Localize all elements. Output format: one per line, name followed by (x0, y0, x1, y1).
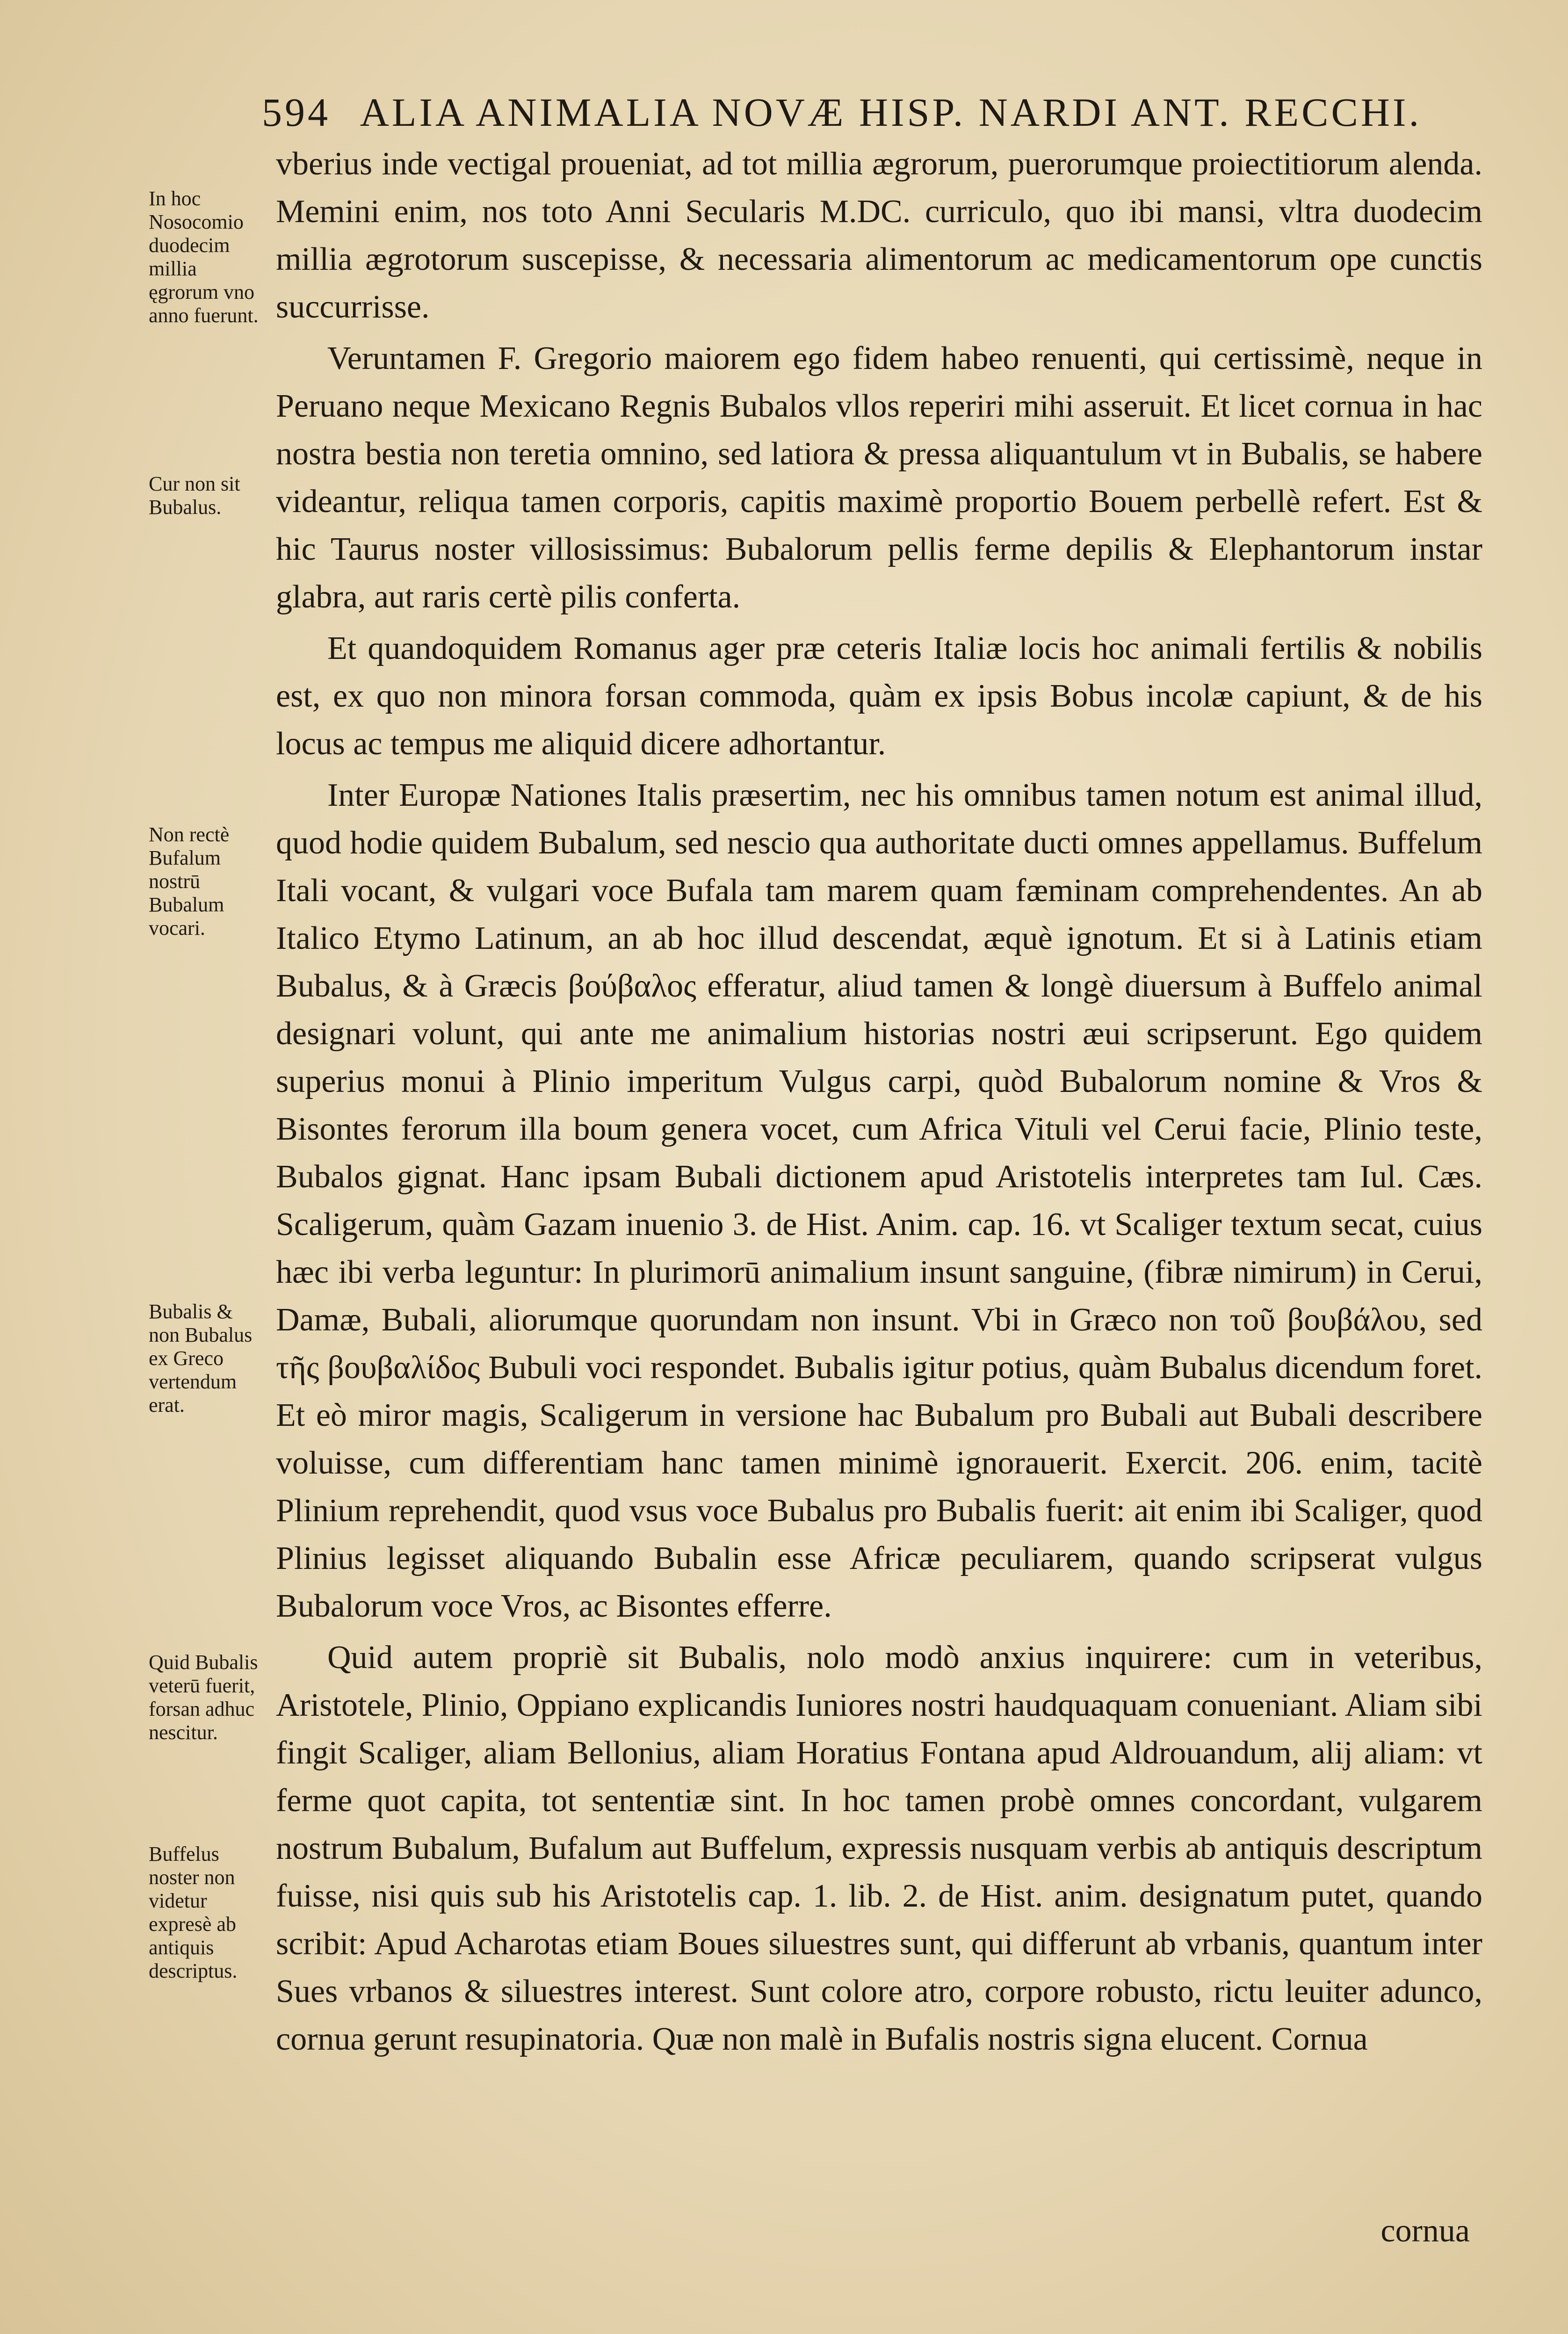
margin-note-3: Non rectè Bufalum nostrū Bubalum vocari. (149, 823, 230, 939)
margin-note-5: Quid Bubalis veterū fuerit, forsan adhuc nescitur. (149, 1651, 258, 1744)
margin-note-1: In hoc Nosocomio duodecim millia ęgrorum vno anno fuerunt. (149, 187, 259, 327)
paragraph-3: Et quandoquidem Romanus ager præ ceteris Italiæ locis hoc animali fertilis & nobilis est, ex quo non minora forsan commoda, quàm ex ipsis Bobus incolæ capiunt, & de his locus ac tempus me aliquid dicere adhortantur. (276, 630, 1482, 762)
margin-note-2: Cur non sit Bubalus. (149, 472, 240, 519)
page-number: 594 (262, 90, 331, 135)
paragraph-4: Inter Europæ Nationes Italis præsertim, nec his omnibus tamen notum est animal illud, quod hodie quidem Bubalum, sed nescio qua authoritate ducti omnes appellamus. Buffelum Itali vocant, & vulgari voce Bufala tam marem quam fæminam comprehendentes. An ab Italico Etymo Latinum, an ab hoc illud descendat, æquè ignotum. Et si à Latinis etiam Bubalus, & à Græcis βούβαλος efferatur, aliud tamen & longè diuersum à Buffelo animal designari volunt, qui ante me animalium historias nostri æui scripserunt. Ego quidem superius monui à Plinio imperitum Vulgus carpi, quòd Bubalorum nomine & Vros & Bisontes ferorum illa boum genera vocet, cum Africa Vituli vel Cerui facie, Plinio teste, Bubalos gignat. Hanc ipsam Bubali dictionem apud Aristotelis interpretes tam Iul. Cæs. Scaligerum, quàm Gazam inuenio 3. de Hist. Anim. cap. 16. vt Scaliger textum secat, cuius hæc ibi verba leguntur: In plurimorū animalium insunt sanguine, (fibræ nimirum) in Cerui, Damæ, Bubali, aliorumque quorundam non insunt. Vbi in Græco non τοῦ βουβάλου, sed τῆς βουβαλίδος Bubuli voci respondet. Bubalis igitur potius, quàm Bubalus dicendum foret. Et eò miror magis, Scaligerum in versione hac Bubalum pro Bubali aut Bubali describere voluisse, cum differentiam hanc tamen minimè ignorauerit. Exercit. 206. enim, tacitè Plinium reprehendit, quod vsus voce Bubalus pro Bubalis fuerit: ait enim ibi Scaliger, quod Plinius legisset aliquando Bubalin esse Africæ peculiarem, quando scripserat vulgus Bubalorum voce Vros, ac Bisontes efferre. (276, 777, 1482, 1624)
paragraph-2: Veruntamen F. Gregorio maiorem ego fidem habeo renuenti, qui certissimè, neque in Peruano neque Mexicano Regnis Bubalos vllos reperiri mihi asseruit. Et licet cornua in hac nostra bestia non teretia omnino, sed latiora & pressa aliquantulum vt in Bubalis, se habere videantur, reliqua tamen corporis, capitis maximè proportio Bouem perbellè refert. Est & hic Taurus noster villosissimus: Bubalorum pellis ferme depilis & Elephantorum instar glabra, aut raris certè pilis conferta. (276, 340, 1482, 615)
running-header (262, 89, 1478, 140)
body-text (276, 140, 1482, 2067)
catchword: cornua (1380, 2213, 1470, 2249)
paragraph-5: Quid autem propriè sit Bubalis, nolo modò anxius inquirere: cum in veteribus, Aristotele, Plinio, Oppiano explicandis Iuniores nostri haudquaquam conueniant. Aliam sibi fingit Scaliger, aliam Bellonius, aliam Horatius Fontana apud Aldrouandum, alij aliam: vt ferme quot capita, tot sententiæ sint. In hoc tamen probè omnes concordant, vulgarem nostrum Bubalum, Bufalum aut Buffelum, expressis nusquam verbis ab antiquis descriptum fuisse, nisi quis sub his Aristotelis cap. 1. lib. 2. de Hist. anim. designatum putet, quando scribit: Apud Acharotas etiam Boues siluestres sunt, qui differunt ab vrbanis, quantum inter Sues vrbanos & siluestres interest. Sunt colore atro, corpore robusto, rictu leuiter adunco, cornua gerunt resupinatoria. Quæ non malè in Bufalis nostris signa elucent. Cornua (276, 1640, 1482, 2057)
margin-note-4: Bubalis & non Bubalus ex Grecо vertendum erat. (149, 1300, 253, 1416)
paragraph-1: vberius inde vectigal proueniat, ad tot millia ægrorum, puerorumque proiectitiorum alenda. Memini enim, nos toto Anni Secularis M.DC. curriculo, quo ibi mansi, vltra duodecim millia ægrotorum suscepisse, & necessaria alimentorum ac medicamentorum ope cunctis succurrisse. (276, 146, 1482, 325)
running-title: ALIA ANIMALIA NOVÆ HISP. NARDI ANT. RECCHI. (360, 90, 1422, 135)
margin-note-6: Buffelus noster non videtur expresè ab antiquis descriptus. (149, 1843, 238, 1982)
